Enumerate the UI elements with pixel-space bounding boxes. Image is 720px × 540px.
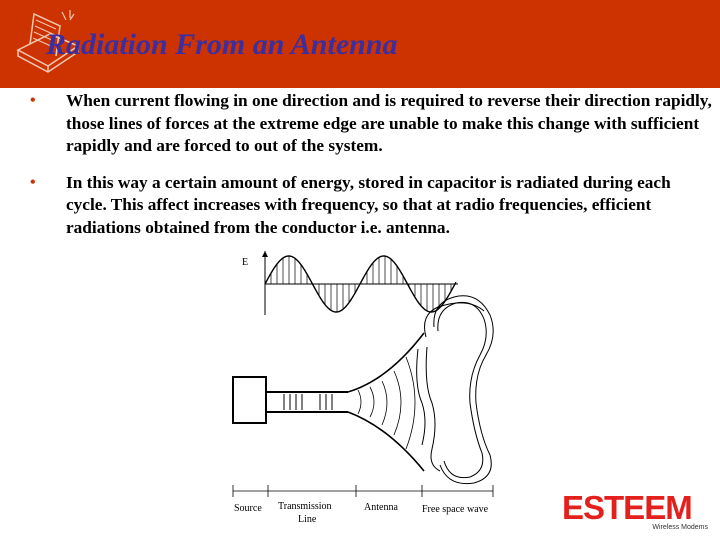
- bullet-text: In this way a certain amount of energy, stored in capacitor is radiated during each cycle. This affect increases with frequency, so that at radio frequencies, efficient radiations obtained from the conductor i.e. antenna.: [66, 172, 671, 237]
- antenna-top: [348, 333, 424, 392]
- slide-title: Radiation From an Antenna: [46, 28, 398, 61]
- label-transmission: Transmission: [278, 501, 332, 512]
- bullet-dot: •: [30, 173, 36, 191]
- free-space-wave-loops: [417, 296, 494, 484]
- label-source: Source: [234, 503, 262, 514]
- wave-plot-background: [234, 253, 459, 323]
- bullet-item: [30, 172, 712, 240]
- bullet-item: [30, 90, 712, 158]
- antenna-bottom: [348, 412, 424, 471]
- bullet-text: When current flowing in one direction and is required to reverse their direction rapidly, those lines of forces at the extreme edge are unable to make this change with sufficient rapidly and are forced to out of the system.: [66, 91, 712, 155]
- esteem-logo: [562, 489, 714, 535]
- section-dimension-lines: [233, 485, 493, 497]
- header-bar: [0, 0, 720, 88]
- bullet-dot: •: [30, 92, 36, 109]
- bullet-list: [30, 90, 712, 253]
- label-free-space-wave: Free space wave: [422, 504, 489, 515]
- antenna-radiation-diagram: [228, 245, 503, 527]
- wave-axis-label: E: [242, 257, 249, 268]
- source-box: [233, 377, 266, 423]
- label-antenna: Antenna: [364, 502, 398, 513]
- logo-name: ESTEEM: [562, 489, 692, 526]
- logo-tagline: Wireless Modems: [652, 524, 708, 531]
- line-field-arrows: [284, 394, 332, 410]
- label-line: Line: [298, 514, 317, 525]
